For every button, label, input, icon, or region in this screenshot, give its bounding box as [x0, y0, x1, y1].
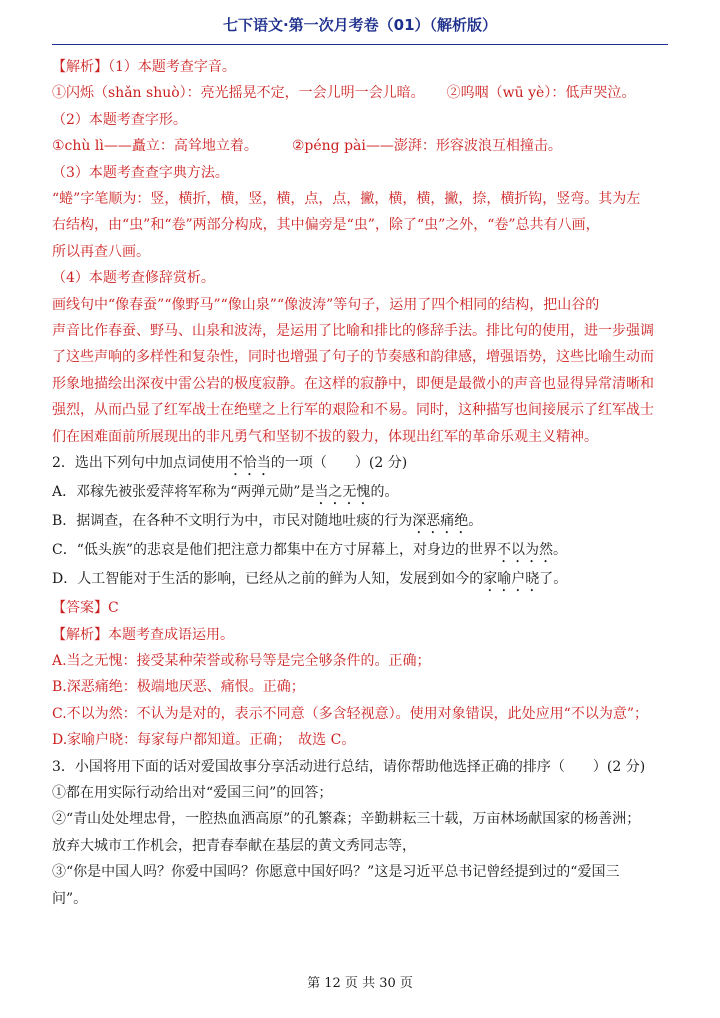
q2-stem-text: 的一项（ ）(2 分)	[270, 455, 408, 472]
explanation-c: C.不以为然：不认为是对的，表示不同意（多含轻视意）。使用对象错误，此处应用“不以为意”；	[52, 705, 648, 722]
option-text: 的。	[370, 484, 399, 501]
analysis-line	[52, 133, 670, 159]
answer-line	[52, 595, 670, 621]
analysis-line: 所以再查八画。	[52, 243, 150, 260]
option-emphasis: 当之无愧	[314, 484, 371, 501]
q2-stem-text: 2．选出下列句中加点词使用	[52, 455, 229, 472]
analysis-line: 右结构，由“虫”和“卷”两部分构成，其中偏旁是“虫”，除了“虫”之外，“卷”总共有八画，	[52, 217, 600, 234]
analysis-line: （4）本题考查修辞赏析。	[52, 270, 215, 287]
option-emphasis: 不以为然	[497, 542, 554, 559]
pinyin-item: ①闪烁（shǎn shuò）：亮光摇晃不定，一会儿明一会儿暗。	[52, 85, 425, 102]
option-text: 。	[468, 513, 483, 530]
option-a	[52, 479, 670, 508]
analysis-line	[52, 80, 670, 106]
analysis-line: 了这些声响的多样性和复杂性，同时也增强了句子的节奏感和韵律感，增强语势，这些比喻生动而	[52, 349, 654, 366]
option-b	[52, 508, 670, 537]
page-footer	[0, 972, 720, 991]
explanation-d: D.家喻户晓：每家每户都知道。正确； 故选 C。	[52, 732, 356, 749]
document-body	[52, 54, 670, 912]
option-text: 。	[553, 542, 568, 559]
pinyin-item: ②呜咽（wū yè）：低声哭泣。	[446, 85, 636, 102]
option-d	[52, 566, 670, 595]
question-2-stem	[52, 450, 670, 479]
analysis-heading-line	[52, 54, 670, 80]
analysis-line: （2）本题考查字形。	[52, 111, 187, 128]
option-c	[52, 537, 670, 566]
sentence-3-cont: 问”。	[52, 890, 88, 907]
analysis-line: 画线句中“像春蚕”“像野马”“像山泉”“像波涛”等句子，运用了四个相同的结构，把山谷的	[52, 296, 600, 313]
sentence-3: ③“你是中国人吗？你爱中国吗？你愿意中国好吗？”这是习近平总书记曾经提到过的“爱国三	[52, 864, 620, 881]
analysis-tag: 【解析】	[52, 626, 108, 643]
analysis-line: 强烈，从而凸显了红军战士在绝壁之上行军的艰险和不易。同时，这种描写也间接展示了红军战士	[52, 402, 654, 419]
option-text: A．邓稼先被张爱萍将军称为“两弹元勋”是	[52, 484, 315, 501]
analysis-line: 们在困难面前所展现出的非凡勇气和坚韧不拔的毅力，体现出红军的革命乐观主义精神。	[52, 428, 598, 445]
analysis-line: “蜷”字笔顺为：竖，横折，横，竖，横，点，点，撇，横，横，撇，捺，横折钩，竖弯。其为左	[52, 191, 641, 208]
sentence-2-cont: 放弃大城市工作机会，把青春奉献在基层的黄文秀同志等，	[52, 837, 416, 854]
page-header	[52, 14, 668, 45]
analysis-line: （3）本题考查查字典方法。	[52, 164, 229, 181]
sentence-1: ①都在用实际行动给出对“爱国三问”的回答；	[52, 784, 333, 801]
header-title: 七下语文·第一次月考卷（01）（解析版）	[222, 16, 498, 34]
analysis-tag: 【解析】	[52, 59, 108, 75]
question-3-stem: 3．小国将用下面的话对爱国故事分享活动进行总结，请你帮助他选择正确的排序（ ）(2 分)	[52, 758, 646, 775]
answer-value: C	[108, 600, 119, 617]
option-text: D．人工智能对于生活的影响，已经从之前的鲜为人知，发展到如今的	[52, 571, 484, 588]
explanation-a: A.当之无愧：接受某种荣誉或称号等是完全够条件的。正确；	[52, 652, 431, 669]
analysis-intro: 本题考查成语运用。	[108, 626, 234, 643]
option-emphasis: 家喻户晓	[483, 571, 540, 588]
analysis-line: 声音比作春蚕、野马、山泉和波涛，是运用了比喻和排比的修辞手法。排比句的使用，进一步强调	[52, 323, 654, 340]
q2-stem-emphasis: 不恰当	[228, 455, 271, 472]
page-number: 第 12 页 共 30 页	[307, 976, 413, 991]
option-text: 了。	[539, 571, 568, 588]
analysis-heading-line	[52, 622, 670, 648]
sentence-2: ②“青山处处埋忠骨，一腔热血洒高原”的孔繁森；辛勤耕耘三十载，万亩林场献国家的杨善洲；	[52, 811, 641, 828]
option-text: C．“低头族”的悲哀是他们把注意力都集中在方寸屏幕上，对身边的世界	[52, 542, 498, 559]
answer-tag: 【答案】	[52, 600, 108, 617]
option-text: B．据调查，在各种不文明行为中，市民对随地吐痰的行为	[52, 513, 413, 530]
glyph-item: ①chù lì——矗立：高耸地立着。	[52, 138, 258, 155]
analysis-intro: （1）本题考查字音。	[108, 59, 236, 75]
explanation-b: B.深恶痛绝：极端地厌恶、痛恨。正确；	[52, 679, 305, 696]
glyph-item: ②péng pài——澎湃：形容波浪互相撞击。	[291, 138, 562, 155]
analysis-line: 形象地描绘出深夜中雷公岩的极度寂静。在这样的寂静中，即便是最微小的声音也显得异常清晰和	[52, 375, 654, 392]
option-emphasis: 深恶痛绝	[412, 513, 469, 530]
